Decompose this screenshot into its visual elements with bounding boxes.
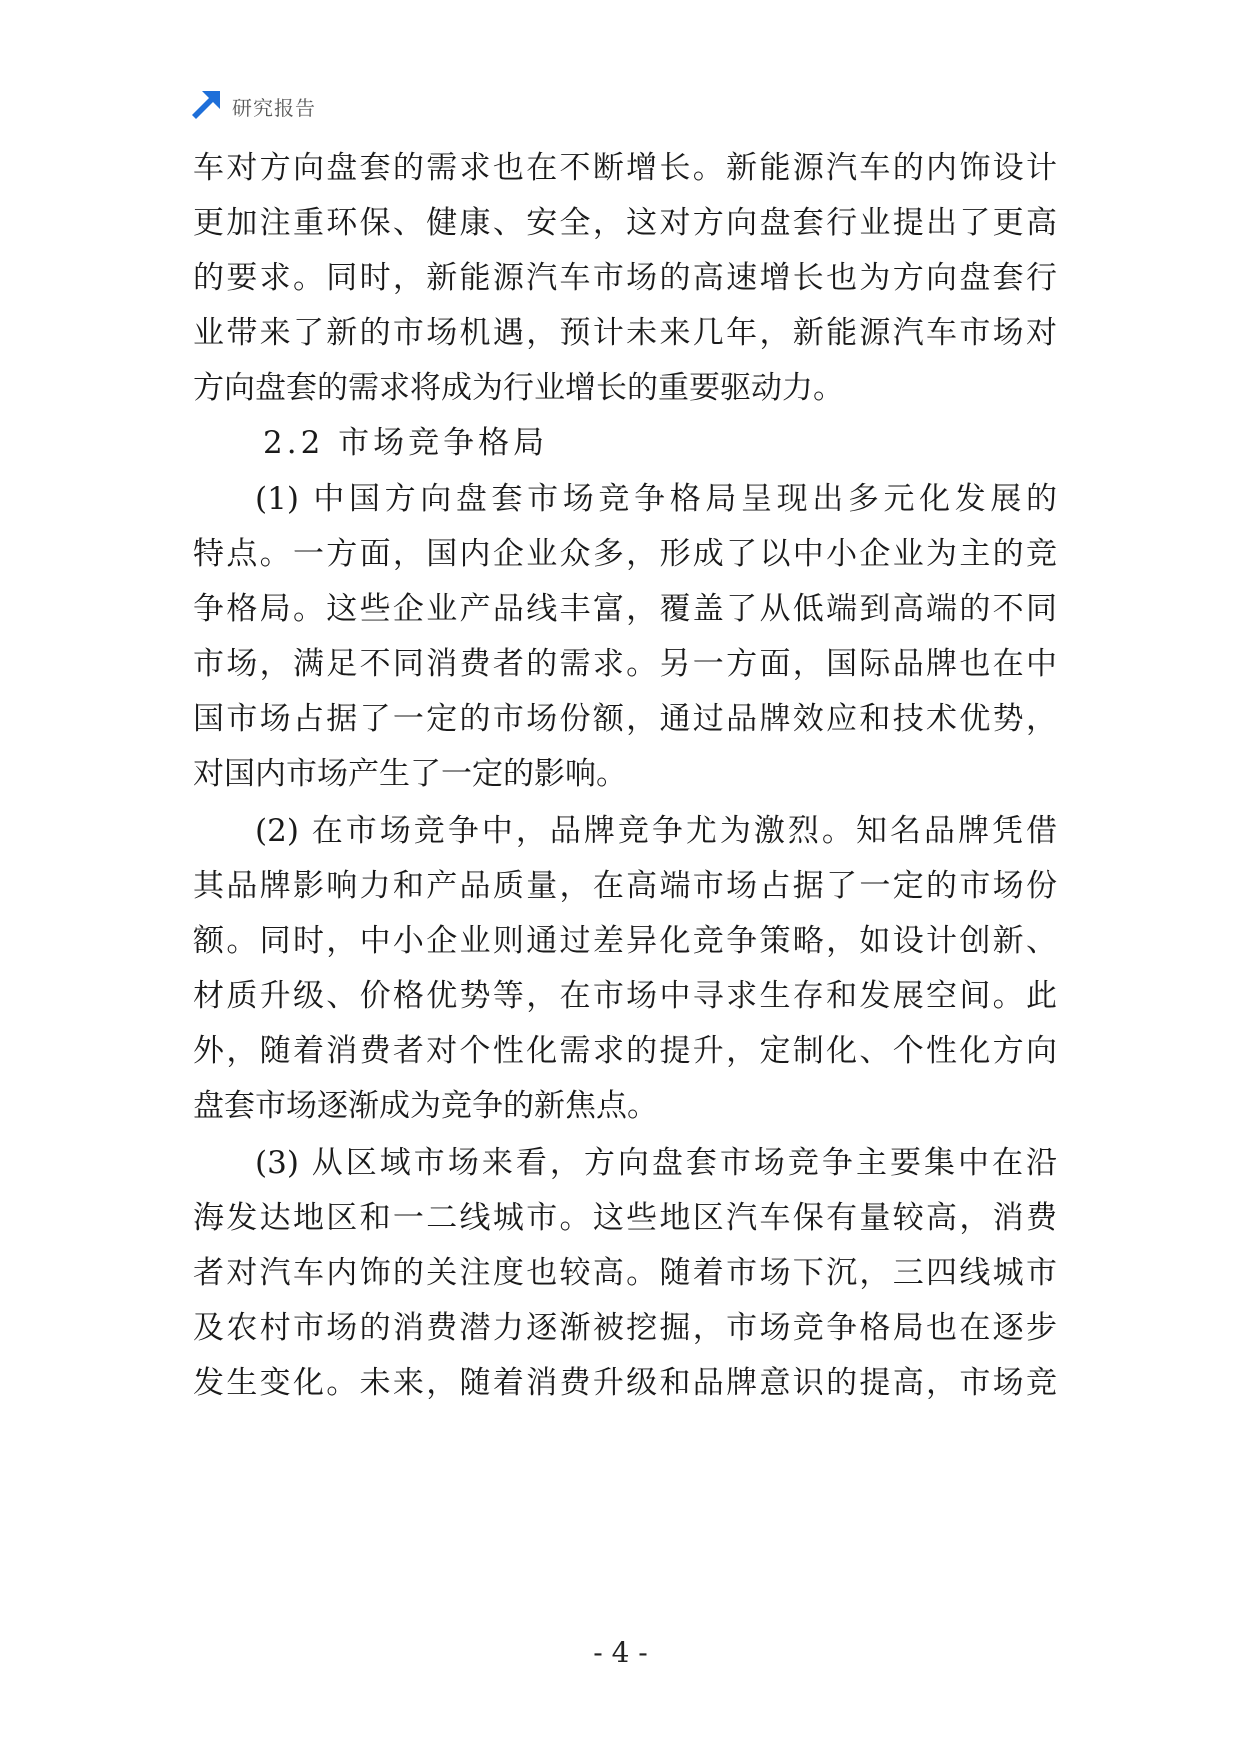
report-header-title: 研究报告 — [232, 95, 316, 120]
body-line: 对国内市场产生了一定的影响。 — [193, 756, 627, 792]
body-line: 者对汽车内饰的关注度也较高。随着市场下沉，三四线城市 — [193, 1255, 1057, 1291]
body-line: 其品牌影响力和产品质量，在高端市场占据了一定的市场份 — [193, 868, 1057, 904]
body-line: 材质升级、价格优势等，在市场中寻求生存和发展空间。此 — [193, 978, 1057, 1014]
body-line: (2) 在市场竞争中，品牌竞争尤为激烈。知名品牌凭借 — [255, 813, 1057, 849]
body-line: (1) 中国方向盘套市场竞争格局呈现出多元化发展的 — [255, 481, 1057, 517]
arrow-up-right-icon — [188, 89, 222, 123]
body-line: (3) 从区域市场来看，方向盘套市场竞争主要集中在沿 — [255, 1145, 1057, 1181]
page-number: - 4 - — [593, 1636, 648, 1669]
body-line: 业带来了新的市场机遇，预计未来几年，新能源汽车市场对 — [193, 315, 1057, 351]
body-line: 更加注重环保、健康、安全，这对方向盘套行业提出了更高 — [193, 205, 1057, 241]
body-line: 海发达地区和一二线城市。这些地区汽车保有量较高，消费 — [193, 1200, 1057, 1236]
body-line: 的要求。同时，新能源汽车市场的高速增长也为方向盘套行 — [193, 260, 1057, 296]
body-line: 外，随着消费者对个性化需求的提升，定制化、个性化方向 — [193, 1033, 1057, 1069]
body-line: 市场，满足不同消费者的需求。另一方面，国际品牌也在中 — [193, 646, 1057, 682]
body-line: 额。同时，中小企业则通过差异化竞争策略，如设计创新、 — [193, 923, 1057, 959]
body-line: 国市场占据了一定的市场份额，通过品牌效应和技术优势， — [193, 701, 1057, 737]
body-line: 盘套市场逐渐成为竞争的新焦点。 — [193, 1088, 658, 1124]
report-header — [188, 88, 316, 124]
body-line: 车对方向盘套的需求也在不断增长。新能源汽车的内饰设计 — [193, 150, 1057, 186]
body-line: 发生变化。未来，随着消费升级和品牌意识的提高，市场竞 — [193, 1365, 1057, 1401]
body-line: 及农村市场的消费潜力逐渐被挖掘，市场竞争格局也在逐步 — [193, 1310, 1057, 1346]
body-line: 争格局。这些企业产品线丰富，覆盖了从低端到高端的不同 — [193, 591, 1057, 627]
section-heading: 2.2 市场竞争格局 — [263, 425, 549, 461]
body-line: 特点。一方面，国内企业众多，形成了以中小企业为主的竞 — [193, 536, 1057, 572]
body-line: 方向盘套的需求将成为行业增长的重要驱动力。 — [193, 370, 844, 406]
